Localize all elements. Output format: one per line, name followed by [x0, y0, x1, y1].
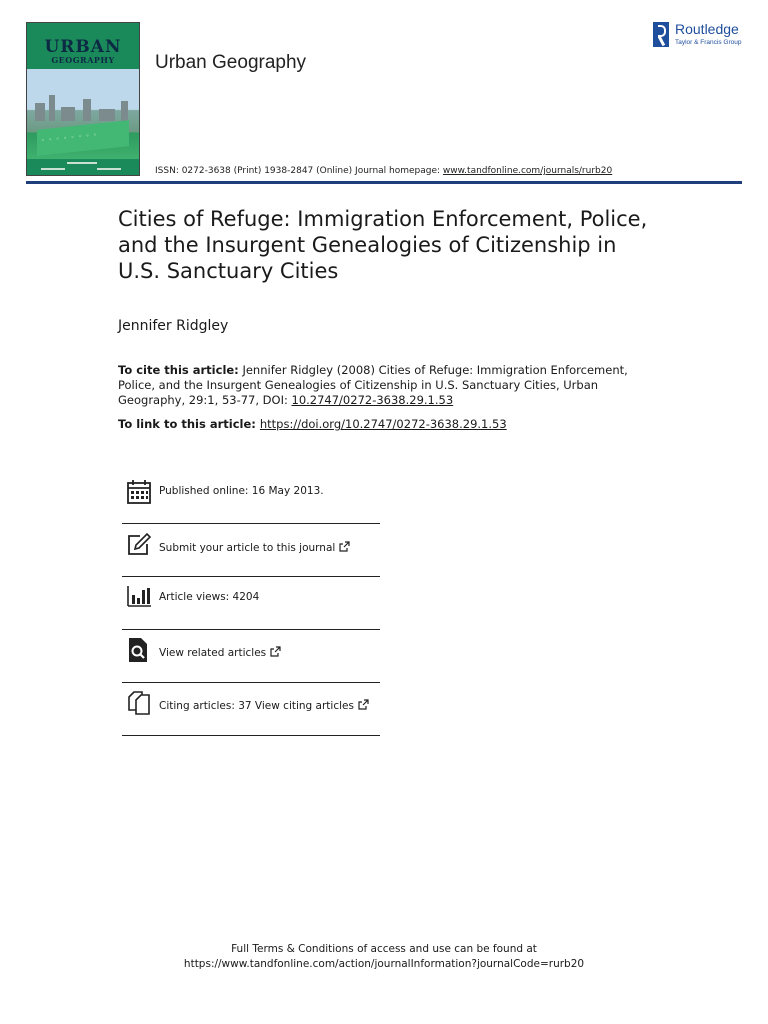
published-online-text: Published online: 16 May 2013.: [159, 485, 324, 497]
footer-terms-link[interactable]: https://www.tandfonline.com/action/journalInformation?journalCode=rurb20: [183, 958, 585, 970]
info-divider: [122, 523, 380, 524]
citation-block: [118, 363, 648, 408]
info-divider: [122, 629, 380, 630]
article-title: Cities of Refuge: Immigration Enforcement, Police, and the Insurgent Genealogies of Citizenship in U.S. Sanctuary Cities: [118, 207, 648, 283]
issn-text: ISSN: 0272-3638 (Print) 1938-2847 (Online) Journal homepage:: [155, 166, 443, 176]
journal-cover-image: [26, 22, 140, 176]
submit-article-row[interactable]: [122, 530, 380, 564]
calendar-icon: [126, 479, 152, 505]
routledge-mark-icon: [653, 22, 669, 47]
related-articles-link[interactable]: View related articles: [159, 647, 267, 659]
journal-title: Urban Geography: [155, 52, 307, 73]
routledge-logo: [653, 21, 745, 49]
cover-title-geography: GEOGRAPHY: [51, 55, 115, 65]
citing-articles-row[interactable]: [122, 689, 380, 723]
citation-text: Jennifer Ridgley (2008) Cities of Refuge: Immigration Enforcement, Police, and the Insurgent Genealogies of Citizenship in U.S. Sanctuary Cities, Urban Geography, 29:1, 53-77, DOI:: [118, 363, 628, 407]
edit-icon: [126, 532, 152, 558]
related-articles-row[interactable]: [122, 636, 380, 670]
issn-line: [155, 166, 612, 176]
article-views-text: Article views: 4204: [159, 591, 260, 603]
info-divider: [122, 735, 380, 736]
citing-articles-link[interactable]: Citing articles: 37 View citing articles: [159, 700, 354, 712]
journal-homepage-link[interactable]: www.tandfonline.com/journals/rurb20: [442, 166, 613, 176]
published-online-row: [122, 477, 380, 511]
external-link-icon: [270, 646, 281, 657]
publisher-subtitle: Taylor & Francis Group: [675, 39, 742, 46]
submit-article-link[interactable]: Submit your article to this journal: [159, 542, 336, 554]
info-divider: [122, 682, 380, 683]
footer-line-1: Full Terms & Conditions of access and use can be found at: [231, 943, 537, 955]
article-views-row: [122, 583, 380, 617]
link-label: To link to this article:: [118, 417, 256, 431]
info-divider: [122, 576, 380, 577]
cover-photo: ◦ ◦ ◦ ◦ ◦ ◦ ◦ ◦: [27, 69, 139, 159]
citation-label: To cite this article:: [118, 363, 239, 377]
document-search-icon: [126, 637, 152, 663]
publisher-name: Routledge: [675, 21, 739, 37]
header-divider: [26, 181, 742, 184]
cover-title-urban: URBAN: [44, 37, 122, 57]
terms-footer: [0, 942, 768, 972]
article-doi-url-link[interactable]: https://doi.org/10.2747/0272-3638.29.1.53: [259, 417, 507, 431]
doi-link[interactable]: 10.2747/0272-3638.29.1.53: [291, 393, 454, 407]
article-link-block: [118, 417, 507, 431]
article-author: Jennifer Ridgley: [118, 318, 229, 334]
bar-chart-icon: [126, 584, 152, 610]
external-link-icon: [339, 541, 350, 552]
external-link-icon: [358, 699, 369, 710]
copy-documents-icon: [126, 690, 152, 716]
